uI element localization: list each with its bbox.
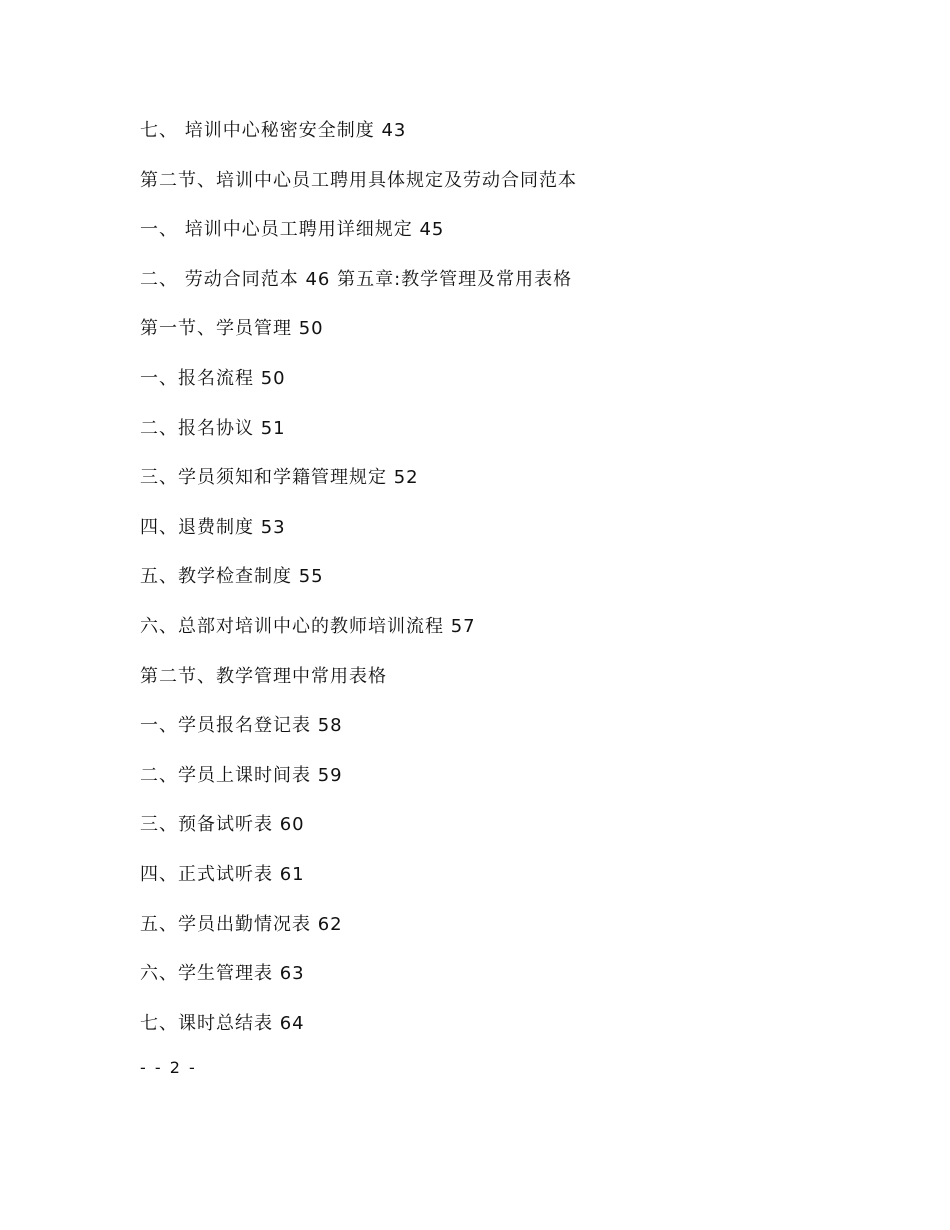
toc-entry: 四、正式试听表 61 <box>140 863 305 885</box>
toc-entry: 二、学员上课时间表 59 <box>140 764 343 786</box>
table-of-contents <box>140 116 860 1058</box>
page-number: - - 2 - <box>140 1058 197 1077</box>
toc-entry: 四、退费制度 53 <box>140 516 286 538</box>
toc-entry: 三、学员须知和学籍管理规定 52 <box>140 467 419 489</box>
toc-entry: 一、学员报名登记表 58 <box>140 715 343 737</box>
toc-entry: 二、报名协议 51 <box>140 417 286 439</box>
toc-section-heading: 第一节、学员管理 50 <box>140 318 324 340</box>
toc-entry: 五、学员出勤情况表 62 <box>140 913 343 935</box>
toc-entry: 六、学生管理表 63 <box>140 963 305 985</box>
toc-entry: 一、 培训中心员工聘用详细规定 45 <box>140 219 445 241</box>
toc-entry: 一、报名流程 50 <box>140 367 286 389</box>
toc-section-heading: 第二节、教学管理中常用表格 <box>140 665 387 687</box>
toc-section-heading: 第二节、培训中心员工聘用具体规定及劳动合同范本 <box>140 169 577 191</box>
toc-entry: 七、课时总结表 64 <box>140 1012 305 1034</box>
toc-entry: 三、预备试听表 60 <box>140 814 305 836</box>
toc-entry: 五、教学检查制度 55 <box>140 566 324 588</box>
toc-entry: 七、 培训中心秘密安全制度 43 <box>140 120 407 141</box>
toc-entry: 六、总部对培训中心的教师培训流程 57 <box>140 615 476 637</box>
toc-entry: 二、 劳动合同范本 46 第五章:教学管理及常用表格 <box>140 268 573 290</box>
